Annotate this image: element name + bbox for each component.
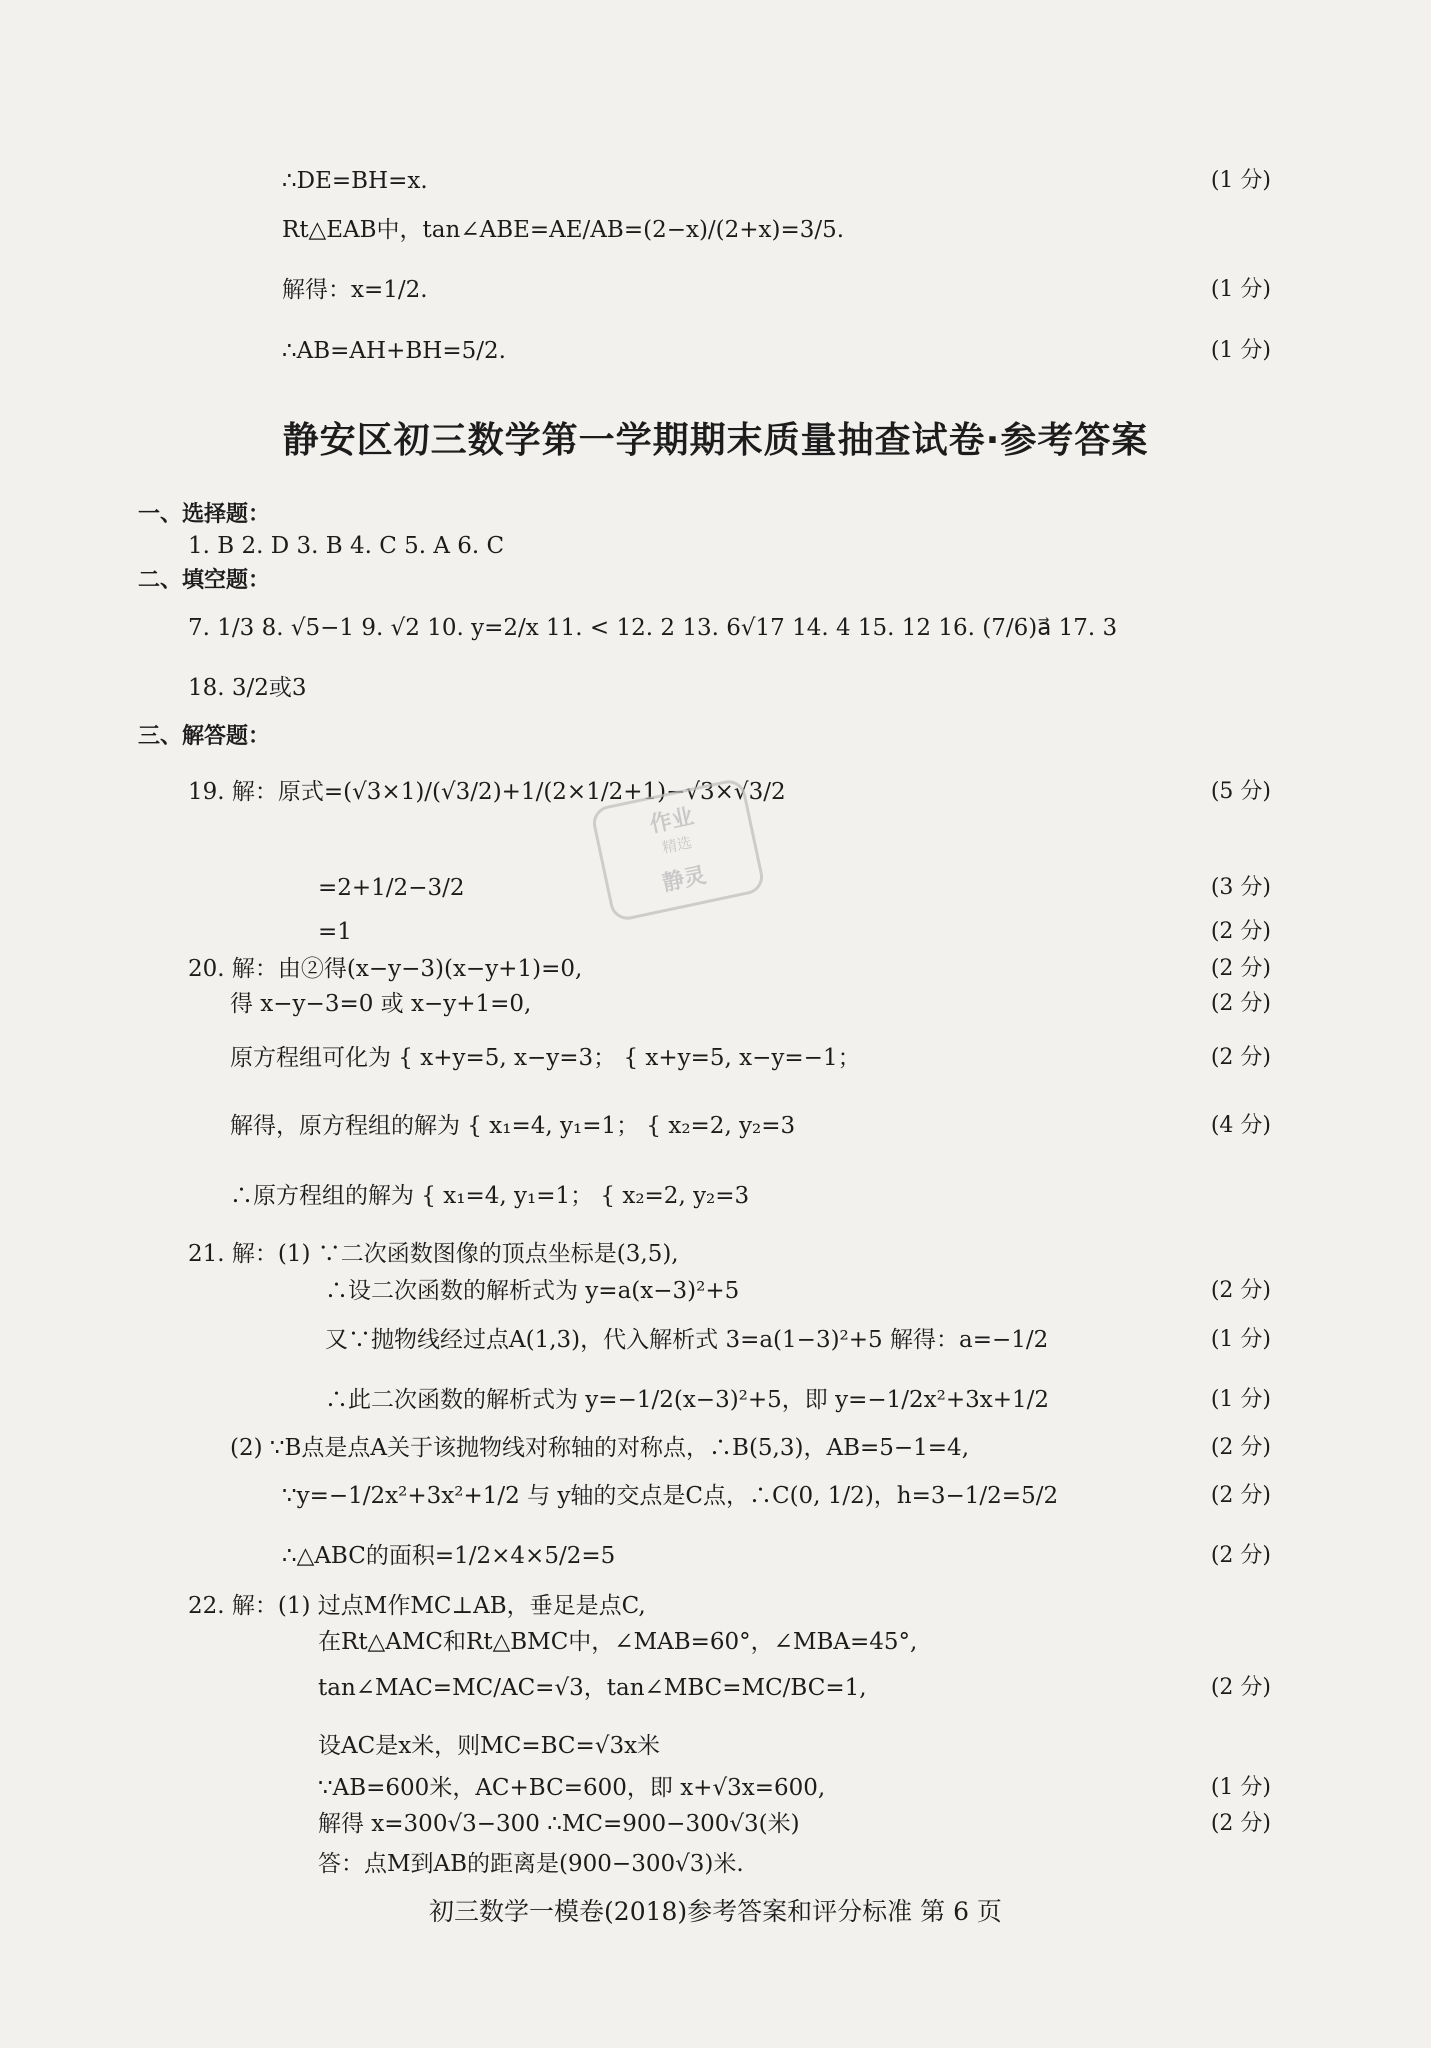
q20-line-5: ∴原方程组的解为 { x₁=4, y₁=1； { x₂=2, y₂=3 <box>230 1183 750 1209</box>
score-q21-1: (2 分) <box>1210 1278 1271 1303</box>
score-q20-3: (2 分) <box>1210 1045 1271 1070</box>
fill-answers-1: 7. 1/3 8. √5−1 9. √2 10. y=2/x 11. < 12. 2 13. 6√17 14. 4 15. 12 16. (7/6)a⃗ 17. 3 <box>188 615 1118 641</box>
score-top-4: (1 分) <box>1210 338 1271 363</box>
q20-line-2: 得 x−y−3=0 或 x−y+1=0, <box>230 991 532 1017</box>
top-line-4: ∴AB=AH+BH=5/2. <box>282 338 506 364</box>
q22-line-1: 22. 解：(1) 过点M作MC⊥AB，垂足是点C, <box>188 1593 646 1619</box>
q20-line-3: 原方程组可化为 { x+y=5, x−y=3； { x+y=5, x−y=−1； <box>230 1045 861 1071</box>
watermark-stamp: 作业 精选 静灵 <box>590 777 767 923</box>
score-q19-1: (5 分) <box>1210 779 1271 804</box>
section-solve: 三、解答题： <box>138 724 271 749</box>
score-q19-3: (2 分) <box>1210 919 1271 944</box>
score-q19-2: (3 分) <box>1210 875 1271 900</box>
score-q20-2: (2 分) <box>1210 991 1271 1016</box>
q21-line-4: ∴此二次函数的解析式为 y=−1/2(x−3)²+5，即 y=−1/2x²+3x+1/2 <box>325 1387 1050 1413</box>
q21-line-7: ∴△ABC的面积=1/2×4×5/2=5 <box>282 1543 616 1569</box>
q19-line-2: =2+1/2−3/2 <box>318 875 465 901</box>
score-q21-4: (2 分) <box>1210 1435 1271 1460</box>
score-q21-2: (1 分) <box>1210 1327 1271 1352</box>
score-q22-3: (2 分) <box>1210 1811 1271 1836</box>
page-title: 静安区初三数学第一学期期末质量抽查试卷·参考答案 <box>282 420 1149 461</box>
top-line-2: Rt△EAB中，tan∠ABE=AE/AB=(2−x)/(2+x)=3/5. <box>282 217 845 243</box>
score-q20-4: (4 分) <box>1210 1113 1271 1138</box>
q21-line-6: ∵y=−1/2x²+3x²+1/2 与 y轴的交点是C点，∴C(0, 1/2)，h=3−1/2=5/2 <box>282 1483 1059 1509</box>
q22-line-7: 答：点M到AB的距离是(900−300√3)米. <box>318 1851 744 1877</box>
score-top-1: (1 分) <box>1210 168 1271 193</box>
score-q21-3: (1 分) <box>1210 1387 1271 1412</box>
choice-answers: 1. B 2. D 3. B 4. C 5. A 6. C <box>188 533 505 559</box>
score-q21-5: (2 分) <box>1210 1483 1271 1508</box>
q21-line-3: 又∵抛物线经过点A(1,3)，代入解析式 3=a(1−3)²+5 解得：a=−1/2 <box>325 1327 1049 1353</box>
score-q22-1: (2 分) <box>1210 1675 1271 1700</box>
q21-line-1: 21. 解：(1) ∵二次函数图像的顶点坐标是(3,5), <box>188 1241 679 1267</box>
section-fill: 二、填空题： <box>138 568 271 593</box>
score-q20-1: (2 分) <box>1210 956 1271 981</box>
top-line-3: 解得：x=1/2. <box>282 277 428 303</box>
fill-answers-2: 18. 3/2或3 <box>188 675 307 701</box>
q19-line-3: =1 <box>318 919 352 945</box>
q22-line-3: tan∠MAC=MC/AC=√3，tan∠MBC=MC/BC=1, <box>318 1675 867 1701</box>
score-q21-6: (2 分) <box>1210 1543 1271 1568</box>
q20-line-4: 解得，原方程组的解为 { x₁=4, y₁=1； { x₂=2, y₂=3 <box>230 1113 796 1139</box>
page-footer: 初三数学一模卷(2018)参考答案和评分标准 第 6 页 <box>429 1897 1002 1926</box>
q22-line-6: 解得 x=300√3−300 ∴MC=900−300√3(米) <box>318 1811 800 1837</box>
q22-line-4: 设AC是x米，则MC=BC=√3x米 <box>318 1733 661 1759</box>
q21-line-2: ∴设二次函数的解析式为 y=a(x−3)²+5 <box>325 1278 740 1304</box>
q22-line-2: 在Rt△AMC和Rt△BMC中，∠MAB=60°，∠MBA=45°, <box>318 1629 918 1655</box>
top-line-1: ∴DE=BH=x. <box>282 168 428 194</box>
q19-line-1: 19. 解：原式=(√3×1)/(√3/2)+1/(2×1/2+1)−√3×√3/2 <box>188 779 786 805</box>
q21-line-5: (2) ∵B点是点A关于该抛物线对称轴的对称点，∴B(5,3)，AB=5−1=4, <box>230 1435 969 1461</box>
section-choice: 一、选择题： <box>138 502 271 527</box>
score-q22-2: (1 分) <box>1210 1775 1271 1800</box>
q20-line-1: 20. 解：由②得(x−y−3)(x−y+1)=0, <box>188 956 583 982</box>
score-top-3: (1 分) <box>1210 277 1271 302</box>
q22-line-5: ∵AB=600米，AC+BC=600，即 x+√3x=600, <box>318 1775 826 1801</box>
